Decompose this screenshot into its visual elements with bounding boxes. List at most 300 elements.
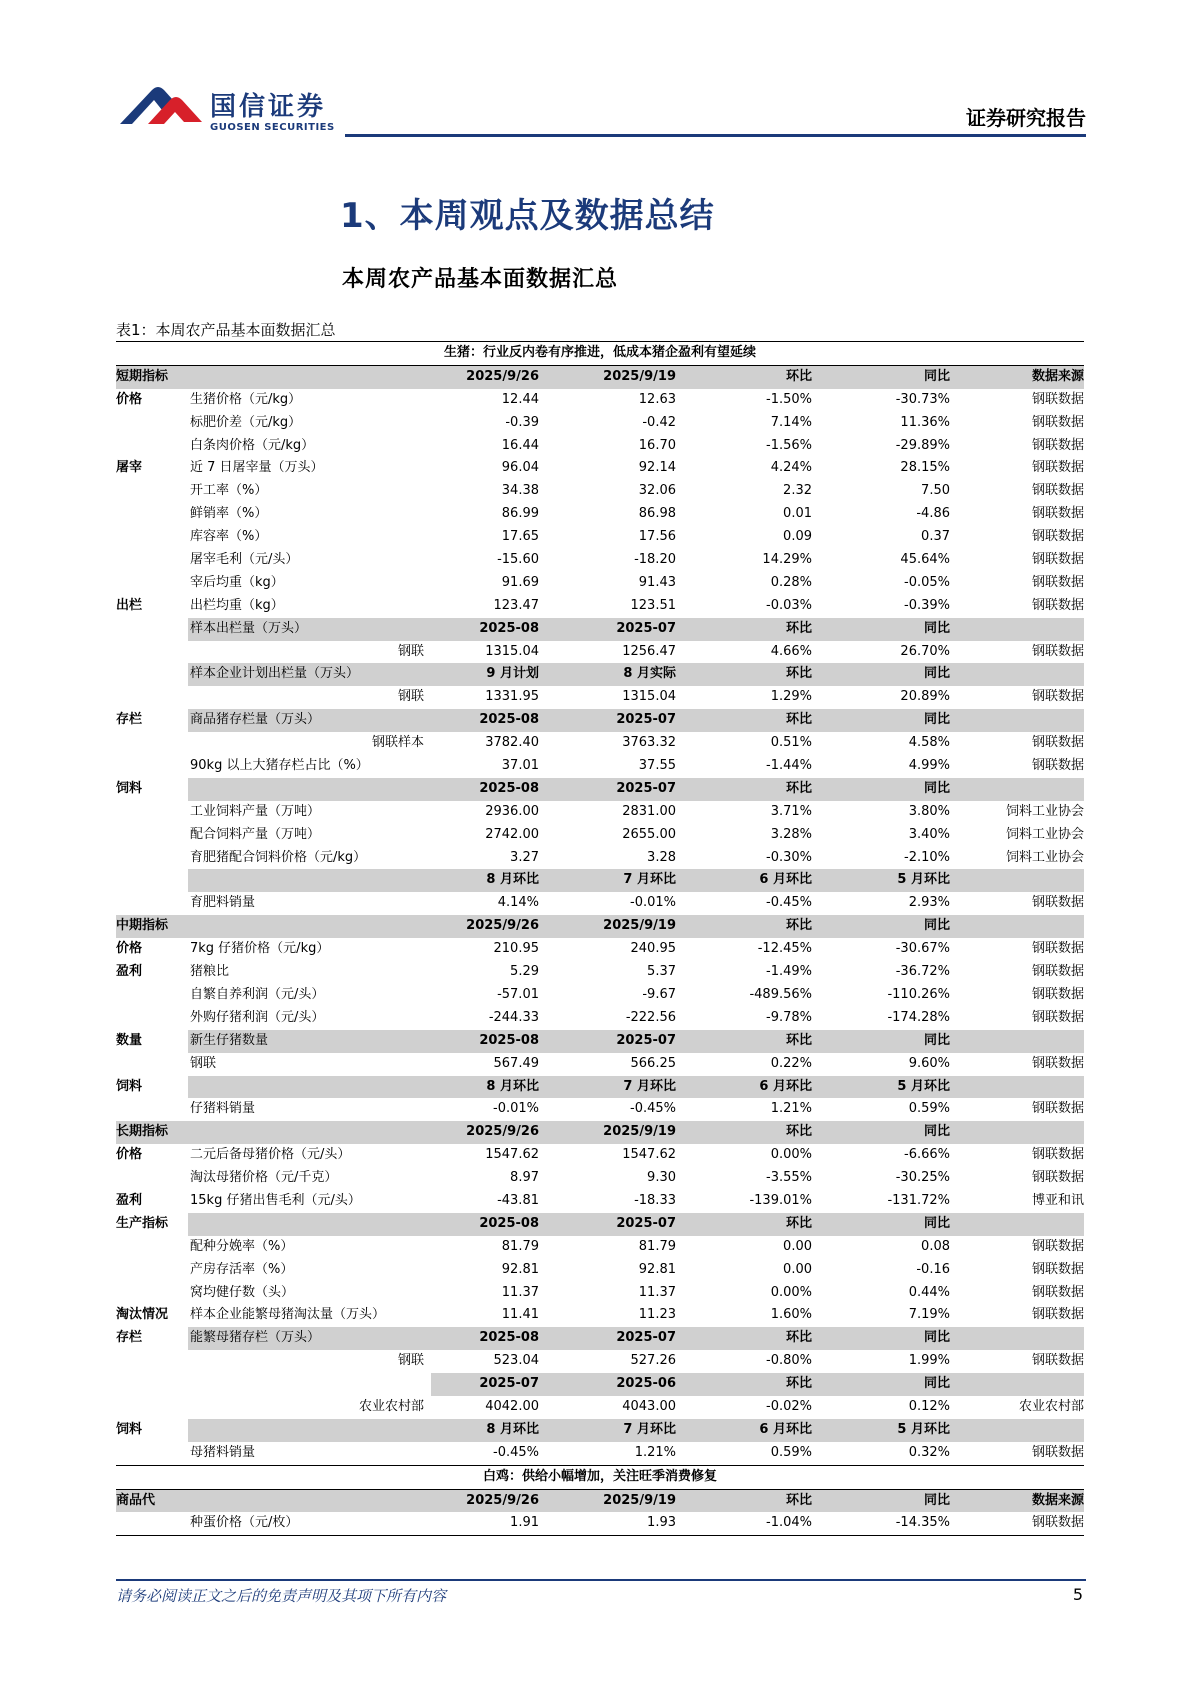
change-mom-cell: 6 月环比 <box>759 1421 812 1437</box>
value-previous-cell: 2655.00 <box>622 826 676 842</box>
change-yoy-cell: -30.25% <box>895 1170 950 1186</box>
source-cell: 钢联数据 <box>1031 1055 1084 1071</box>
change-yoy-cell: 0.37 <box>921 529 950 545</box>
category-cell: 数量 <box>116 1032 143 1048</box>
change-mom-cell: 环比 <box>785 780 812 796</box>
change-mom-cell: 环比 <box>785 918 812 934</box>
change-yoy-cell: 同比 <box>923 368 950 384</box>
category-cell: 价格 <box>116 941 143 957</box>
value-previous-cell: -18.20 <box>634 552 676 568</box>
value-previous-cell: -18.33 <box>634 1192 676 1208</box>
value-current-cell: 4042.00 <box>485 1398 539 1414</box>
change-mom-cell: -1.50% <box>766 391 812 407</box>
value-previous-cell: 7 月环比 <box>623 1078 676 1094</box>
table-row <box>116 732 1084 755</box>
page-number: 5 <box>1072 1585 1083 1604</box>
change-yoy-cell: 0.59% <box>908 1101 950 1117</box>
indicator-cell: 白条肉价格（元/kg） <box>190 437 315 453</box>
change-yoy-cell: 20.89% <box>900 689 950 705</box>
table-row <box>116 1490 1084 1513</box>
change-yoy-cell: -14.35% <box>895 1515 950 1531</box>
table-caption: 表1：本周农产品基本面数据汇总 <box>116 321 336 339</box>
table-row <box>116 801 1084 824</box>
source-cell: 钢联数据 <box>1031 941 1084 957</box>
category-cell: 盈利 <box>116 1192 143 1208</box>
category-cell: 价格 <box>116 1147 143 1163</box>
indicator-cell: 样本企业计划出栏量（万头） <box>190 666 360 682</box>
table-row <box>116 1327 1084 1350</box>
table-row <box>116 1213 1084 1236</box>
value-current-cell: 8 月环比 <box>486 1078 539 1094</box>
table-row <box>116 503 1084 526</box>
table-row <box>116 389 1084 412</box>
value-current-cell: 8 月环比 <box>486 872 539 888</box>
value-current-cell: 8 月环比 <box>486 1421 539 1437</box>
change-yoy-cell: 5 月环比 <box>897 872 950 888</box>
source-cell: 钢联数据 <box>1031 529 1084 545</box>
value-previous-cell: 91.43 <box>638 574 676 590</box>
value-current-cell: 2742.00 <box>485 826 539 842</box>
value-previous-cell: 123.51 <box>630 597 676 613</box>
table-row <box>116 549 1084 572</box>
source-cell: 钢联数据 <box>1031 506 1084 522</box>
category-cell: 出栏 <box>116 597 143 613</box>
source-cell: 钢联数据 <box>1031 1444 1084 1460</box>
value-previous-cell: -222.56 <box>625 1009 676 1025</box>
indicator-cell: 外购仔猪利润（元/头） <box>190 1009 325 1025</box>
indicator-cell: 15kg 仔猪出售毛利（元/头） <box>190 1192 361 1208</box>
value-previous-cell: 9.30 <box>647 1170 676 1186</box>
table-row <box>116 1419 1084 1442</box>
indicator-cell: 屠宰毛利（元/头） <box>190 552 299 568</box>
value-current-cell: 3.27 <box>510 849 539 865</box>
value-previous-cell: 1256.47 <box>622 643 676 659</box>
sub-source-cell: 钢联 <box>397 643 424 659</box>
change-mom-cell: -1.04% <box>766 1515 812 1531</box>
category-cell: 中期指标 <box>116 918 169 934</box>
table-row <box>116 755 1084 778</box>
change-yoy-cell: 同比 <box>923 1492 950 1508</box>
value-previous-cell: 2025-07 <box>616 620 676 636</box>
change-mom-cell: 0.09 <box>783 529 812 545</box>
page-header <box>0 0 1190 140</box>
footer-divider <box>116 1579 1086 1581</box>
indicator-cell: 商品猪存栏量（万头） <box>190 712 321 728</box>
section-pig-label: 生猪：行业反内卷有序推进，低成本猪企盈利有望延续 <box>443 345 756 360</box>
table-row <box>116 1098 1084 1121</box>
category-cell: 饲料 <box>116 1421 143 1437</box>
value-current-cell: 123.47 <box>493 597 539 613</box>
indicator-cell: 鲜销率（%） <box>190 506 268 522</box>
value-current-cell: 37.01 <box>501 758 539 774</box>
table-row <box>116 412 1084 435</box>
value-current-cell: 86.99 <box>501 506 539 522</box>
value-previous-cell: 1.21% <box>634 1444 676 1460</box>
change-yoy-cell: -131.72% <box>887 1192 950 1208</box>
change-yoy-cell: 3.80% <box>908 803 950 819</box>
value-previous-cell: 37.55 <box>638 758 676 774</box>
value-previous-cell: 2025-07 <box>616 1330 676 1346</box>
change-yoy-cell: 4.58% <box>908 735 950 751</box>
indicator-cell: 仔猪料销量 <box>190 1101 256 1117</box>
source-cell: 农业农村部 <box>1018 1398 1084 1414</box>
table-row <box>116 869 1084 892</box>
indicator-cell: 淘汰母猪价格（元/千克） <box>190 1170 338 1186</box>
indicator-cell: 能繁母猪存栏（万头） <box>190 1330 321 1346</box>
value-current-cell: -15.60 <box>497 552 539 568</box>
value-current-cell: 2025/9/26 <box>466 1124 539 1140</box>
indicator-cell: 样本出栏量（万头） <box>190 620 308 636</box>
category-cell: 短期指标 <box>116 368 169 384</box>
value-current-cell: 2025/9/26 <box>466 918 539 934</box>
indicator-cell: 配种分娩率（%） <box>190 1238 294 1254</box>
value-previous-cell: 1.93 <box>647 1515 676 1531</box>
source-cell: 钢联数据 <box>1031 986 1084 1002</box>
source-cell: 钢联数据 <box>1031 689 1084 705</box>
table-row <box>116 618 1084 641</box>
value-current-cell: 16.44 <box>501 437 539 453</box>
value-previous-cell: 5.37 <box>647 964 676 980</box>
value-current-cell: 567.49 <box>493 1055 539 1071</box>
table-row <box>116 1053 1084 1076</box>
indicator-cell: 育肥猪配合饲料价格（元/kg） <box>190 849 367 865</box>
category-cell: 饲料 <box>116 780 143 796</box>
table-row <box>116 1442 1084 1465</box>
source-cell: 钢联数据 <box>1031 1307 1084 1323</box>
change-yoy-cell: 4.99% <box>908 758 950 774</box>
header-divider <box>345 134 1086 137</box>
category-cell: 长期指标 <box>116 1124 169 1140</box>
change-mom-cell: 6 月环比 <box>759 872 812 888</box>
change-yoy-cell: 同比 <box>923 1376 950 1392</box>
change-mom-cell: 1.29% <box>770 689 812 705</box>
change-yoy-cell: -174.28% <box>887 1009 950 1025</box>
table-row <box>116 1304 1084 1327</box>
indicator-cell: 自繁自养利润（元/头） <box>190 986 325 1002</box>
indicator-cell: 出栏均重（kg） <box>190 597 284 613</box>
change-mom-cell: 0.00% <box>770 1147 812 1163</box>
footer-disclaimer: 请务必阅读正文之后的免责声明及其项下所有内容 <box>116 1587 447 1605</box>
change-mom-cell: 0.00 <box>783 1261 812 1277</box>
table-row <box>116 457 1084 480</box>
table-row <box>116 1282 1084 1305</box>
change-mom-cell: -0.80% <box>766 1353 812 1369</box>
table-row <box>116 961 1084 984</box>
table-row <box>116 1396 1084 1419</box>
indicator-cell: 7kg 仔猪价格（元/kg） <box>190 941 330 957</box>
category-cell: 存栏 <box>116 1330 143 1346</box>
value-current-cell: 523.04 <box>493 1353 539 1369</box>
table-row <box>116 641 1084 664</box>
change-yoy-cell: -29.89% <box>895 437 950 453</box>
change-yoy-cell: 同比 <box>923 666 950 682</box>
table-row <box>116 892 1084 915</box>
table-bottom-rule <box>116 1535 1084 1536</box>
value-previous-cell: -0.42 <box>642 414 676 430</box>
table-row <box>116 824 1084 847</box>
value-previous-cell: 11.37 <box>638 1284 676 1300</box>
change-mom-cell: 1.21% <box>770 1101 812 1117</box>
value-current-cell: 2025-08 <box>479 620 539 636</box>
category-cell: 盈利 <box>116 964 143 980</box>
source-cell: 饲料工业协会 <box>1005 803 1084 819</box>
change-mom-cell: 1.60% <box>770 1307 812 1323</box>
change-mom-cell: -12.45% <box>757 941 812 957</box>
sub-source-cell: 钢联样本 <box>371 735 424 751</box>
value-previous-cell: 527.26 <box>630 1353 676 1369</box>
value-previous-cell: 2831.00 <box>622 803 676 819</box>
value-current-cell: 2025/9/26 <box>466 1492 539 1508</box>
change-mom-cell: -3.55% <box>766 1170 812 1186</box>
indicator-cell: 90kg 以上大猪存栏占比（%） <box>190 758 369 774</box>
indicator-cell: 样本企业能繁母猪淘汰量（万头） <box>190 1307 386 1323</box>
change-yoy-cell: 11.36% <box>900 414 950 430</box>
indicator-cell: 近 7 日屠宰量（万头） <box>190 460 324 476</box>
table-row <box>116 1465 1084 1490</box>
value-current-cell: 2025/9/26 <box>466 368 539 384</box>
value-current-cell: 5.29 <box>510 964 539 980</box>
source-cell: 钢联数据 <box>1031 483 1084 499</box>
value-current-cell: 91.69 <box>501 574 539 590</box>
change-yoy-cell: 同比 <box>923 712 950 728</box>
value-previous-cell: 92.14 <box>638 460 676 476</box>
indicator-cell: 产房存活率（%） <box>190 1261 294 1277</box>
source-cell: 钢联数据 <box>1031 597 1084 613</box>
indicator-cell: 二元后备母猪价格（元/头） <box>190 1147 351 1163</box>
value-current-cell: 92.81 <box>501 1261 539 1277</box>
change-yoy-cell: 5 月环比 <box>897 1421 950 1437</box>
value-current-cell: 210.95 <box>493 941 539 957</box>
value-previous-cell: 2025/9/19 <box>603 1492 676 1508</box>
change-yoy-cell: -110.26% <box>887 986 950 1002</box>
value-previous-cell: 7 月环比 <box>623 1421 676 1437</box>
change-yoy-cell: -36.72% <box>895 964 950 980</box>
brand-name-en: GUOSEN SECURITIES <box>210 122 335 133</box>
change-mom-cell: 环比 <box>785 1492 812 1508</box>
value-previous-cell: 32.06 <box>638 483 676 499</box>
section-title: 1、本周观点及数据总结 <box>340 196 715 236</box>
value-previous-cell: 7 月环比 <box>623 872 676 888</box>
change-mom-cell: 环比 <box>785 1376 812 1392</box>
value-current-cell: 12.44 <box>501 391 539 407</box>
change-yoy-cell: -30.67% <box>895 941 950 957</box>
change-yoy-cell: 同比 <box>923 620 950 636</box>
change-mom-cell: 0.00% <box>770 1284 812 1300</box>
source-cell: 钢联数据 <box>1031 895 1084 911</box>
value-previous-cell: 11.23 <box>638 1307 676 1323</box>
change-yoy-cell: 同比 <box>923 1124 950 1140</box>
value-current-cell: 2025-08 <box>479 1330 539 1346</box>
category-cell: 饲料 <box>116 1078 143 1094</box>
change-mom-cell: -0.03% <box>766 597 812 613</box>
change-mom-cell: 环比 <box>785 620 812 636</box>
table-row <box>116 1007 1084 1030</box>
value-previous-cell: -9.67 <box>642 986 676 1002</box>
change-yoy-cell: -0.39% <box>904 597 950 613</box>
value-current-cell: -43.81 <box>497 1192 539 1208</box>
table-row <box>116 435 1084 458</box>
section-chicken-label: 白鸡：供给小幅增加，关注旺季消费修复 <box>482 1468 717 1484</box>
change-mom-cell: 4.24% <box>770 460 812 476</box>
change-mom-cell: 环比 <box>785 1330 812 1346</box>
change-mom-cell: -0.45% <box>766 895 812 911</box>
change-yoy-cell: 同比 <box>923 1032 950 1048</box>
indicator-cell: 工业饲料产量（万吨） <box>190 803 321 819</box>
table-row <box>116 595 1084 618</box>
change-mom-cell: 环比 <box>785 368 812 384</box>
value-current-cell: 9 月计划 <box>486 666 539 682</box>
indicator-cell: 配合饲料产量（万吨） <box>190 826 321 842</box>
change-yoy-cell: 同比 <box>923 1330 950 1346</box>
source-cell: 钢联数据 <box>1031 1009 1084 1025</box>
indicator-cell: 钢联 <box>190 1055 217 1071</box>
value-current-cell: -0.39 <box>505 414 539 430</box>
source-cell: 钢联数据 <box>1031 1238 1084 1254</box>
change-mom-cell: 环比 <box>785 666 812 682</box>
change-yoy-cell: 2.93% <box>908 895 950 911</box>
change-yoy-cell: 45.64% <box>900 552 950 568</box>
change-mom-cell: 0.01 <box>783 506 812 522</box>
value-current-cell: 11.41 <box>501 1307 539 1323</box>
value-current-cell: 3782.40 <box>485 735 539 751</box>
value-previous-cell: 2025-07 <box>616 1032 676 1048</box>
table-row <box>116 1121 1084 1144</box>
section-subtitle: 本周农产品基本面数据汇总 <box>342 267 619 292</box>
change-yoy-cell: 7.19% <box>908 1307 950 1323</box>
change-mom-cell: 环比 <box>785 1124 812 1140</box>
value-previous-cell: 16.70 <box>638 437 676 453</box>
source-cell: 钢联数据 <box>1031 1170 1084 1186</box>
change-mom-cell: 环比 <box>785 1032 812 1048</box>
value-current-cell: -244.33 <box>488 1009 539 1025</box>
value-current-cell: 17.65 <box>501 529 539 545</box>
value-previous-cell: 2025-06 <box>616 1376 676 1392</box>
table-row <box>116 984 1084 1007</box>
table-row <box>116 1373 1084 1396</box>
indicator-cell: 育肥料销量 <box>190 895 256 911</box>
table-row <box>116 1167 1084 1190</box>
table-row <box>116 1144 1084 1167</box>
indicator-cell: 母猪料销量 <box>190 1444 256 1460</box>
change-yoy-cell: -30.73% <box>895 391 950 407</box>
value-current-cell: -0.45% <box>493 1444 539 1460</box>
change-yoy-cell: 0.08 <box>921 1238 950 1254</box>
indicator-cell: 种蛋价格（元/枚） <box>190 1515 299 1531</box>
table-body <box>116 366 1084 1535</box>
value-previous-cell: -0.45% <box>630 1101 676 1117</box>
change-yoy-cell: 1.99% <box>908 1353 950 1369</box>
change-yoy-cell: 7.50 <box>921 483 950 499</box>
value-current-cell: 2025-08 <box>479 780 539 796</box>
table-row <box>116 1030 1084 1053</box>
value-previous-cell: 3.28 <box>647 849 676 865</box>
value-current-cell: 1331.95 <box>485 689 539 705</box>
value-current-cell: 2936.00 <box>485 803 539 819</box>
source-cell: 钢联数据 <box>1031 735 1084 751</box>
table-row <box>116 572 1084 595</box>
value-previous-cell: 240.95 <box>630 941 676 957</box>
brand-name-cn: 国信证券 <box>210 92 327 122</box>
table-row <box>116 686 1084 709</box>
category-cell: 生产指标 <box>116 1215 169 1231</box>
sub-source-cell: 钢联 <box>397 1353 424 1369</box>
value-previous-cell: 17.56 <box>638 529 676 545</box>
table-row <box>116 847 1084 870</box>
change-mom-cell: 14.29% <box>762 552 812 568</box>
indicator-cell: 宰后均重（kg） <box>190 574 284 590</box>
value-previous-cell: 2025-07 <box>616 780 676 796</box>
value-current-cell: 2025-08 <box>479 1032 539 1048</box>
value-previous-cell: 86.98 <box>638 506 676 522</box>
change-mom-cell: -489.56% <box>749 986 812 1002</box>
source-cell: 钢联数据 <box>1031 437 1084 453</box>
value-current-cell: 1.91 <box>510 1515 539 1531</box>
change-yoy-cell: -0.16 <box>916 1261 950 1277</box>
change-yoy-cell: -0.05% <box>904 574 950 590</box>
value-current-cell: -0.01% <box>493 1101 539 1117</box>
table-row <box>116 1236 1084 1259</box>
source-cell: 数据来源 <box>1031 1492 1084 1508</box>
change-yoy-cell: -6.66% <box>904 1147 950 1163</box>
table-row <box>116 1259 1084 1282</box>
category-cell: 商品代 <box>116 1492 156 1508</box>
value-current-cell: 1547.62 <box>485 1147 539 1163</box>
table-row <box>116 1512 1084 1535</box>
source-cell: 钢联数据 <box>1031 1261 1084 1277</box>
change-mom-cell: 6 月环比 <box>759 1078 812 1094</box>
change-mom-cell: 3.28% <box>770 826 812 842</box>
category-cell: 淘汰情况 <box>116 1307 169 1323</box>
value-current-cell: 4.14% <box>497 895 539 911</box>
table-row <box>116 709 1084 732</box>
table-section-pig <box>116 342 1084 366</box>
source-cell: 钢联数据 <box>1031 552 1084 568</box>
source-cell: 饲料工业协会 <box>1005 849 1084 865</box>
source-cell: 饲料工业协会 <box>1005 826 1084 842</box>
table-row <box>116 778 1084 801</box>
change-yoy-cell: 0.12% <box>908 1398 950 1414</box>
table-row <box>116 938 1084 961</box>
value-current-cell: 96.04 <box>501 460 539 476</box>
indicator-cell: 窝均健仔数（头） <box>190 1284 295 1300</box>
source-cell: 钢联数据 <box>1031 1101 1084 1117</box>
value-previous-cell: 3763.32 <box>622 735 676 751</box>
change-yoy-cell: 28.15% <box>900 460 950 476</box>
source-cell: 钢联数据 <box>1031 643 1084 659</box>
change-yoy-cell: 同比 <box>923 780 950 796</box>
value-current-cell: 1315.04 <box>485 643 539 659</box>
change-yoy-cell: 0.32% <box>908 1444 950 1460</box>
source-cell: 钢联数据 <box>1031 414 1084 430</box>
value-previous-cell: 566.25 <box>630 1055 676 1071</box>
change-yoy-cell: -2.10% <box>904 849 950 865</box>
value-previous-cell: 81.79 <box>638 1238 676 1254</box>
category-cell: 存栏 <box>116 712 143 728</box>
change-mom-cell: 环比 <box>785 1215 812 1231</box>
change-yoy-cell: 同比 <box>923 1215 950 1231</box>
change-mom-cell: -1.56% <box>766 437 812 453</box>
indicator-cell: 开工率（%） <box>190 483 268 499</box>
indicator-cell: 新生仔猪数量 <box>190 1032 269 1048</box>
source-cell: 钢联数据 <box>1031 1284 1084 1300</box>
source-cell: 钢联数据 <box>1031 391 1084 407</box>
table-row <box>116 1190 1084 1213</box>
value-current-cell: -57.01 <box>497 986 539 1002</box>
change-mom-cell: 环比 <box>785 712 812 728</box>
data-table <box>116 341 1084 1536</box>
indicator-cell: 猪粮比 <box>190 964 230 980</box>
value-previous-cell: 2025/9/19 <box>603 1124 676 1140</box>
